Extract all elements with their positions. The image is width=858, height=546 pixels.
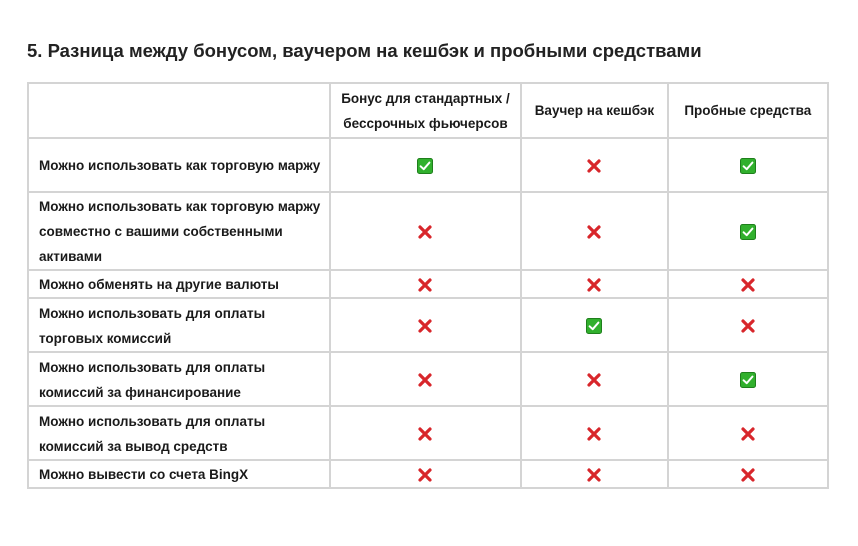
cross-mark-icon xyxy=(417,467,433,483)
mark-cell xyxy=(522,271,666,297)
mark-cell xyxy=(331,353,520,405)
mark-cell xyxy=(522,407,666,459)
table-row xyxy=(29,407,827,459)
header-cell-trial-funds: Пробные средства xyxy=(669,84,827,137)
check-mark-button-icon xyxy=(740,158,756,174)
cross-mark-icon xyxy=(417,372,433,388)
row-label: Можно обменять на другие валюты xyxy=(29,271,329,297)
check-mark-button-icon xyxy=(417,158,433,174)
cross-mark-icon xyxy=(586,426,602,442)
table-row xyxy=(29,139,827,191)
mark-cell xyxy=(669,407,827,459)
cross-mark-icon xyxy=(417,318,433,334)
cross-mark-icon xyxy=(740,467,756,483)
mark-cell xyxy=(669,193,827,269)
mark-cell xyxy=(522,193,666,269)
cross-mark-icon xyxy=(586,224,602,240)
table-row xyxy=(29,299,827,351)
cross-mark-icon xyxy=(586,372,602,388)
cross-mark-icon xyxy=(740,277,756,293)
mark-cell xyxy=(331,193,520,269)
comparison-table xyxy=(27,82,829,489)
mark-cell xyxy=(522,139,666,191)
section-title: 5. Разница между бонусом, ваучером на кешбэк и пробными средствами xyxy=(27,40,702,61)
mark-cell xyxy=(669,299,827,351)
check-mark-button-icon xyxy=(586,318,602,334)
mark-cell xyxy=(522,353,666,405)
row-label: Можно использовать как торговую маржу совместно с вашими собственными активами xyxy=(29,193,329,269)
cross-mark-icon xyxy=(586,467,602,483)
table-row xyxy=(29,461,827,487)
row-label: Можно использовать для оплаты комиссий за вывод средств xyxy=(29,407,329,459)
row-label: Можно использовать для оплаты торговых комиссий xyxy=(29,299,329,351)
table-row xyxy=(29,353,827,405)
mark-cell xyxy=(669,461,827,487)
cross-mark-icon xyxy=(417,426,433,442)
mark-cell xyxy=(669,353,827,405)
mark-cell xyxy=(522,299,666,351)
mark-cell xyxy=(331,139,520,191)
mark-cell xyxy=(522,461,666,487)
table-header-row xyxy=(29,84,827,137)
mark-cell xyxy=(669,139,827,191)
cross-mark-icon xyxy=(586,158,602,174)
cross-mark-icon xyxy=(417,224,433,240)
row-label: Можно использовать как торговую маржу xyxy=(29,139,329,191)
header-cell-bonus: Бонус для стандартных / бессрочных фьючерсов xyxy=(331,84,520,137)
cross-mark-icon xyxy=(740,318,756,334)
table-row xyxy=(29,193,827,269)
mark-cell xyxy=(331,271,520,297)
header-cell-cashback-voucher: Ваучер на кешбэк xyxy=(522,84,666,137)
mark-cell xyxy=(669,271,827,297)
mark-cell xyxy=(331,407,520,459)
cross-mark-icon xyxy=(586,277,602,293)
row-label: Можно вывести со счета BingX xyxy=(29,461,329,487)
check-mark-button-icon xyxy=(740,372,756,388)
cross-mark-icon xyxy=(417,277,433,293)
header-cell-empty xyxy=(29,84,329,137)
mark-cell xyxy=(331,461,520,487)
cross-mark-icon xyxy=(740,426,756,442)
table-row xyxy=(29,271,827,297)
mark-cell xyxy=(331,299,520,351)
check-mark-button-icon xyxy=(740,224,756,240)
row-label: Можно использовать для оплаты комиссий за финансирование xyxy=(29,353,329,405)
